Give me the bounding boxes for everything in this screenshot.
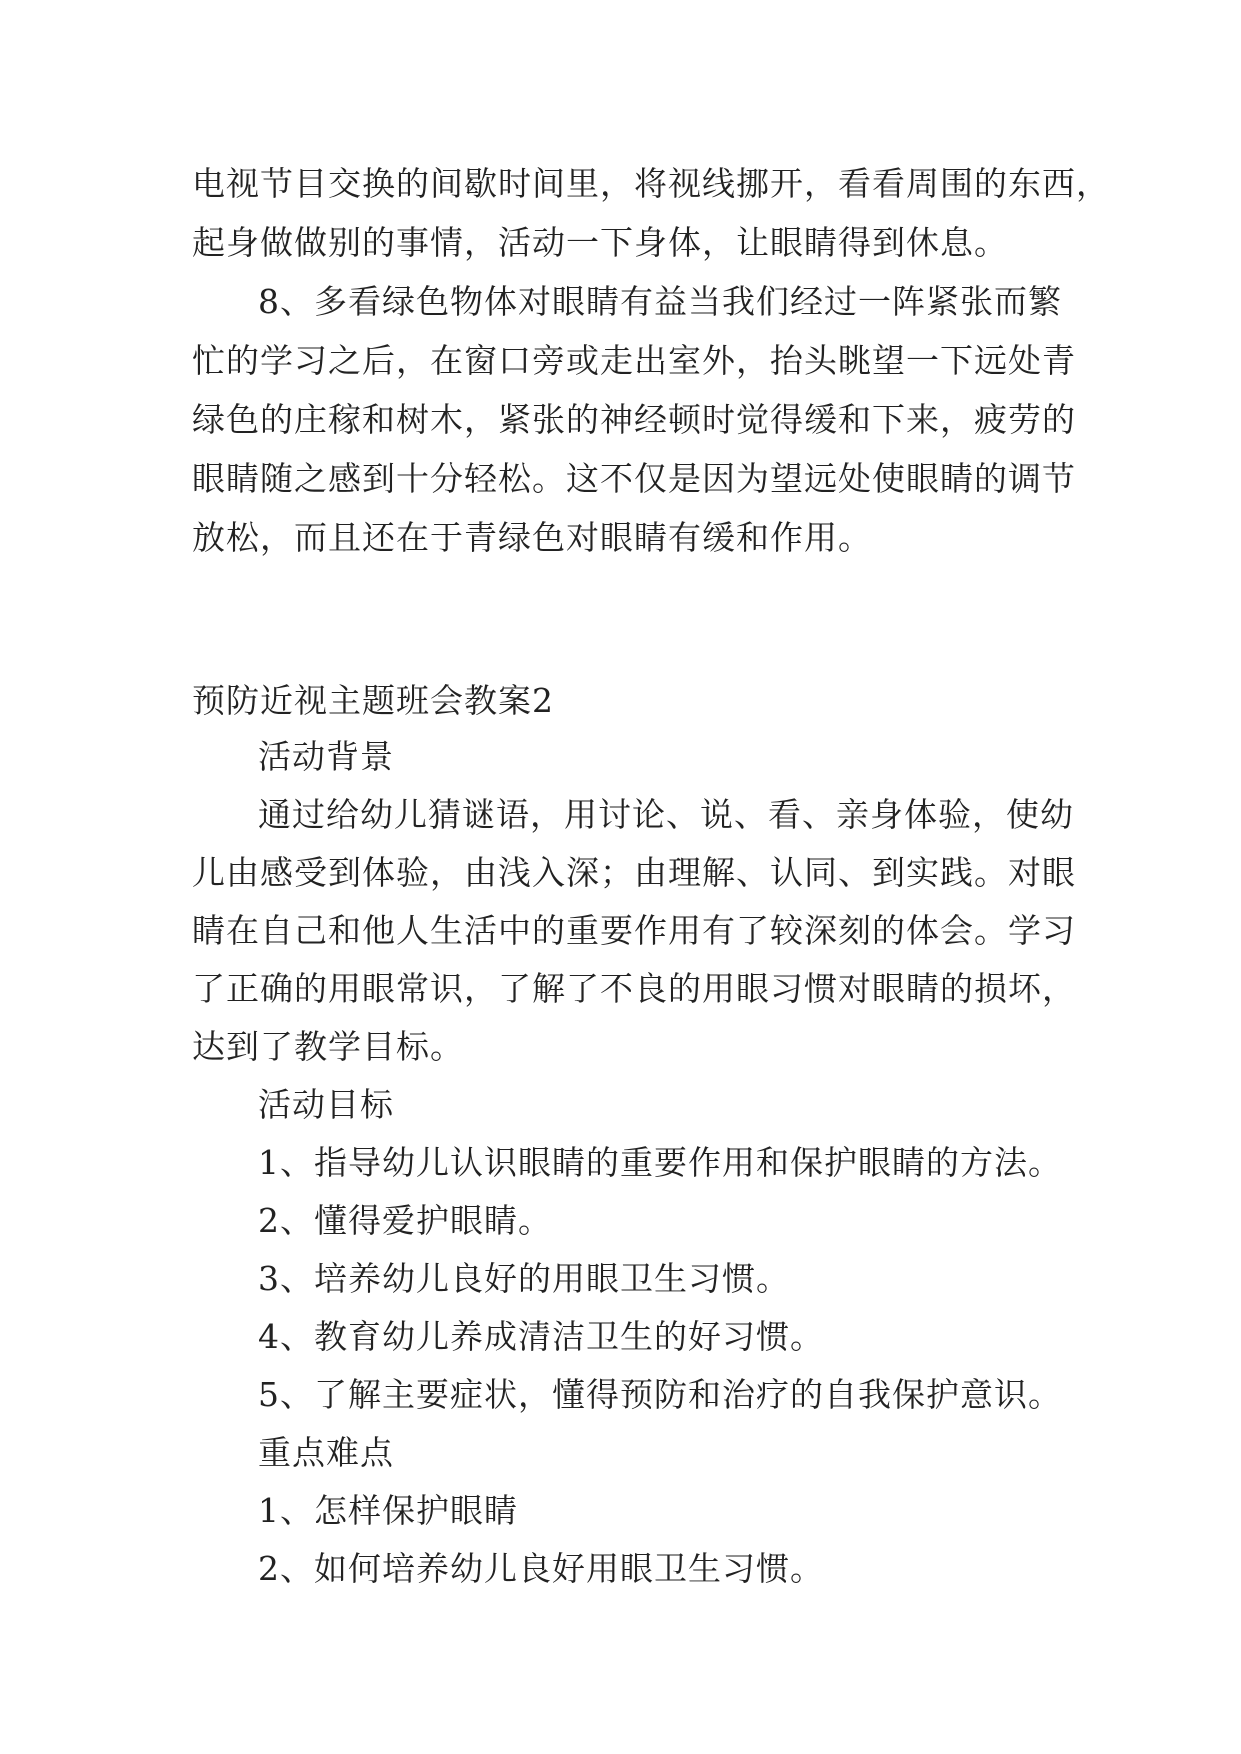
paragraph-line: 8、多看绿色物体对眼睛有益当我们经过一阵紧张而繁 — [258, 282, 1062, 321]
paragraph-line: 眼睛随之感到十分轻松。这不仅是因为望远处使眼睛的调节 — [192, 459, 1076, 498]
key-points-heading: 重点难点 — [258, 1433, 394, 1472]
paragraph-line: 电视节目交换的间歇时间里，将视线挪开，看看周围的东西， — [192, 164, 1110, 203]
paragraph-line: 绿色的庄稼和树木，紧张的神经顿时觉得缓和下来，疲劳的 — [192, 400, 1076, 439]
section2-body — [192, 728, 1076, 1598]
key-point-item: 1、怎样保护眼睛 — [258, 1491, 518, 1530]
section1-paragraphs — [192, 154, 1110, 567]
goal-item: 2、懂得爱护眼睛。 — [258, 1201, 552, 1240]
goal-item: 1、指导幼儿认识眼睛的重要作用和保护眼睛的方法。 — [258, 1143, 1062, 1182]
document-body — [192, 154, 1110, 1598]
goal-item: 4、教育幼儿养成清洁卫生的好习惯。 — [258, 1317, 824, 1356]
paragraph-line: 放松，而且还在于青绿色对眼睛有缓和作用。 — [192, 518, 872, 557]
paragraph-line: 达到了教学目标。 — [192, 1027, 464, 1066]
paragraph-line: 儿由感受到体验，由浅入深；由理解、认同、到实践。对眼 — [192, 853, 1076, 892]
paragraph-line: 起身做做别的事情，活动一下身体，让眼睛得到休息。 — [192, 223, 1008, 262]
paragraph-line: 通过给幼儿猜谜语，用讨论、说、看、亲身体验，使幼 — [258, 795, 1074, 834]
goals-heading: 活动目标 — [258, 1085, 394, 1124]
goal-item: 3、培养幼儿良好的用眼卫生习惯。 — [258, 1259, 790, 1298]
paragraph-line: 忙的学习之后，在窗口旁或走出室外，抬头眺望一下远处青 — [192, 341, 1076, 380]
section-title: 预防近视主题班会教案2 — [192, 681, 554, 720]
background-heading: 活动背景 — [258, 737, 394, 776]
paragraph-line: 睛在自己和他人生活中的重要作用有了较深刻的体会。学习 — [192, 911, 1076, 950]
paragraph-line: 了正确的用眼常识，了解了不良的用眼习惯对眼睛的损坏， — [192, 969, 1076, 1008]
key-point-item: 2、如何培养幼儿良好用眼卫生习惯。 — [258, 1549, 824, 1588]
goal-item: 5、了解主要症状，懂得预防和治疗的自我保护意识。 — [258, 1375, 1062, 1414]
